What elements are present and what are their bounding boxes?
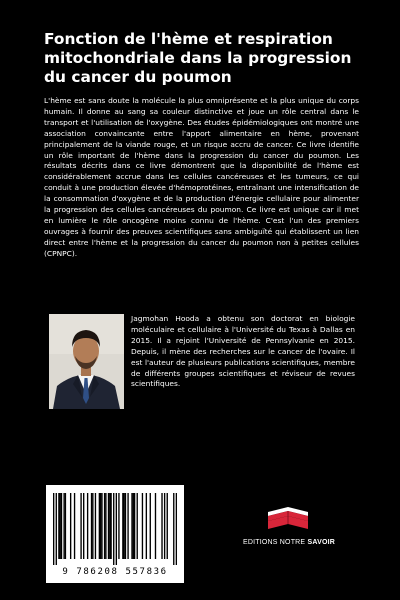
barcode-bar (58, 493, 59, 559)
author-photo (49, 314, 124, 409)
book-title: Fonction de l'hème et respiration mitochondriale dans la progression du cancer du poumon (44, 30, 352, 86)
barcode-bar (65, 493, 66, 559)
barcode-bar (92, 493, 93, 559)
barcode-bar (118, 493, 119, 559)
publisher-name (240, 539, 338, 546)
barcode-bar (150, 493, 151, 559)
barcode-bar (122, 493, 123, 559)
author-portrait-image (49, 314, 124, 409)
barcode-bar (137, 493, 138, 559)
barcode-bar (161, 493, 162, 559)
barcode-bar (134, 493, 135, 559)
barcode-bar (125, 493, 126, 559)
barcode-bars (53, 493, 177, 565)
publisher-name-bold: SAVOIR (307, 539, 335, 546)
barcode-bar (91, 493, 92, 559)
barcode-bar (83, 493, 84, 559)
barcode-bar (95, 493, 96, 559)
publisher-name-prefix: EDITIONS NOTRE (243, 539, 306, 546)
barcode-bar (60, 493, 61, 559)
barcode-bar (70, 493, 71, 559)
isbn-number: 9 786208 557836 (62, 567, 168, 577)
barcode-bar (109, 493, 110, 559)
isbn-barcode (46, 485, 184, 583)
barcode-bar (123, 493, 124, 559)
barcode-bar (80, 493, 81, 559)
barcode-bar (142, 493, 143, 559)
barcode-bar (108, 493, 109, 559)
barcode-bar (113, 493, 114, 565)
barcode-bar (173, 493, 174, 565)
barcode-bar (101, 493, 102, 559)
barcode-bar (63, 493, 64, 559)
barcode-bar (56, 493, 57, 565)
barcode-bar (133, 493, 134, 559)
barcode-bar (167, 493, 168, 559)
publisher-book-logo-icon (264, 502, 312, 532)
barcode-bar (61, 493, 62, 559)
barcode-bar (100, 493, 101, 559)
barcode-bar (104, 493, 105, 559)
barcode-bar (164, 493, 165, 559)
barcode-bar (116, 493, 117, 565)
barcode-bar (131, 493, 132, 559)
barcode-bar (99, 493, 100, 559)
barcode-bar (146, 493, 147, 559)
barcode-bar (176, 493, 177, 565)
barcode-bar (53, 493, 54, 565)
barcode-bar (74, 493, 75, 559)
author-bio: Jagmohan Hooda a obtenu son doctorat en biologie moléculaire et cellulaire à l'Université du Texas à Dallas en 2015. Il a rejoint l'Université de Pennsylvanie en 2015. Depuis, il mène des recherches sur le cancer de l'ovaire. Il est l'auteur de plusieurs publications scientifiques, membre de différents groupes scientifiques et réviseur de revues scientifiques. (131, 314, 355, 389)
barcode-bar (155, 493, 156, 559)
barcode-bar (87, 493, 88, 559)
barcode-bar (105, 493, 106, 559)
barcode-bar (110, 493, 111, 559)
barcode-bar (127, 493, 128, 559)
book-description: L'hème est sans doute la molécule la plus omniprésente et la plus unique du corps humain. Il donne au sang sa couleur distinctive et joue un rôle central dans le transport et l'utilisation de l'oxygène. Des études épidémiologiques ont montré une association convaincante entre l'apport alimentaire en hème, provenant principalement de la viande rouge, et un risque accru de cancer. Ce livre identifie un rôle important de l'hème dans la progression du cancer du poumon. Les résultats décrits dans ce livre démontrent que la disponibilité de l'hème est considérablement accrue dans les cellules cancéreuses et les tumeurs, ce qui conduit à une production élevée d'hémoprotéines, entraînant une intensification de la consommation d'oxygène et de la production d'énergie cellulaire pour alimenter la progression des cellules cancéreuses du poumon. Ce livre est unique car il met en lumière le rôle oncogène moins connu de l'hème. C'est l'un des premiers ouvrages à fournir des preuves scientifiques sans ambiguïté qui établissent un lien direct entre l'hème et la progression du cancer du poumon non à petites cellules (CPNPC). (44, 96, 359, 258)
